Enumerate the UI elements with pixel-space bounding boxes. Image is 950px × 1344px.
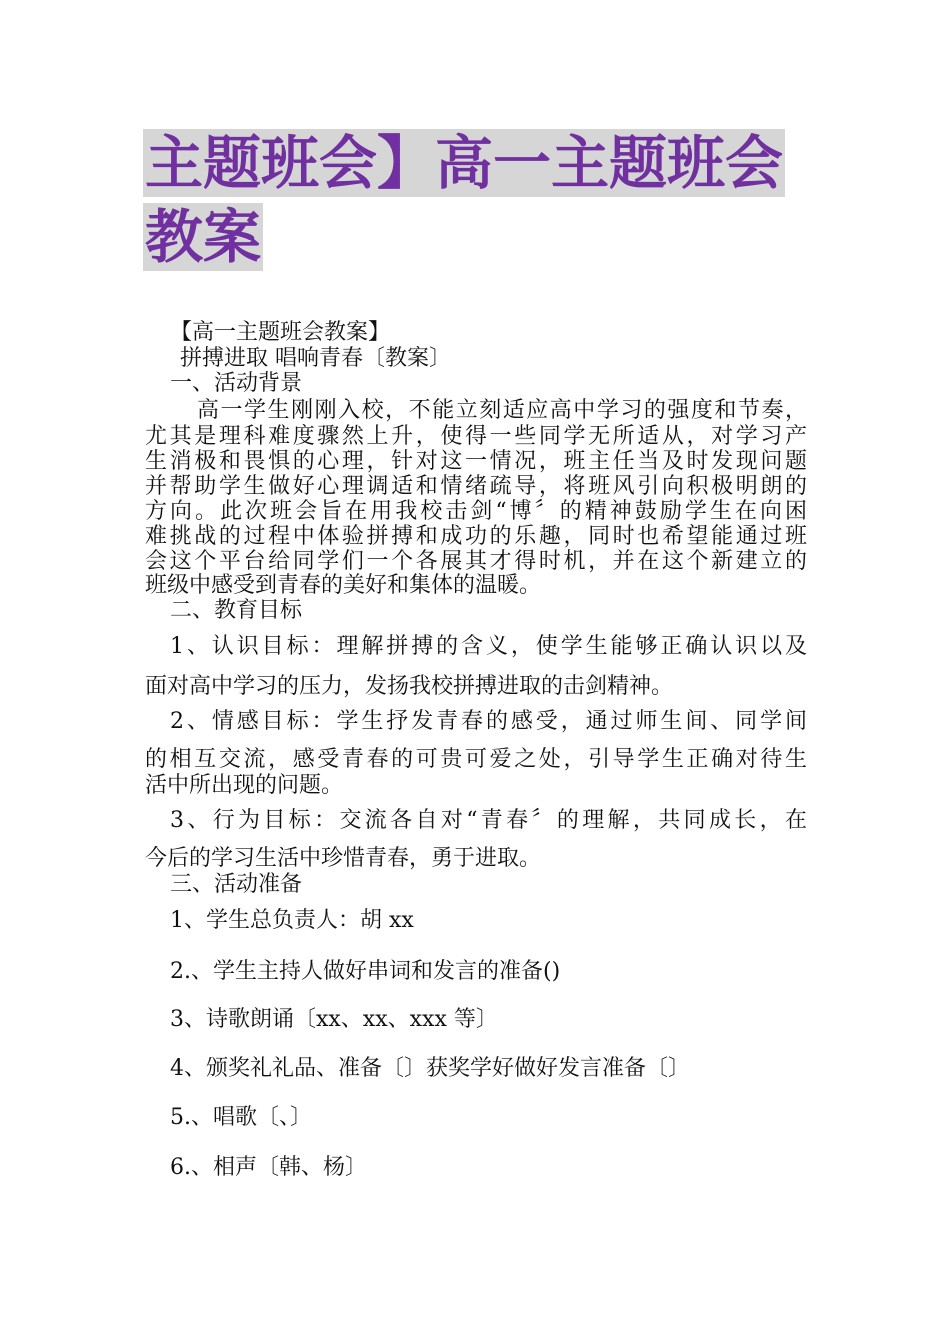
list-item: 6.、相声〔韩、杨〕 (170, 1155, 367, 1180)
goal-line: 面对高中学习的压力，发扬我校拼搏进取的击剑精神。 (145, 674, 674, 699)
document-title-cont (143, 203, 263, 271)
paragraph-line: 难挑战的过程中体验拼搏和成功的乐趣，同时也希望能通过班 (145, 524, 807, 549)
goal-line: 今后的学习生活中珍惜青春，勇于进取。 (145, 846, 542, 871)
list-item: 1、学生总负责人：胡 xx (170, 908, 414, 933)
section-heading: 一、活动背景 (170, 371, 303, 396)
paragraph-line: 生消极和畏惧的心理，针对这一情况，班主任当及时发现问题 (145, 449, 807, 474)
goal-line: 1、认识目标：理解拼搏的含义，使学生能够正确认识以及 (170, 634, 807, 659)
bracket-title: 【高一主题班会教案】 (170, 320, 391, 345)
list-item: 5.、唱歌〔、〕 (170, 1105, 312, 1130)
title-line-2: 教案 (145, 203, 262, 271)
list-item: 4、颁奖礼礼品、准备〔〕获奖学好做好发言准备〔〕 (170, 1056, 690, 1081)
list-item: 3、诗歌朗诵〔xx、xx、xxx 等〕 (170, 1007, 498, 1032)
document-title (143, 129, 785, 197)
paragraph-line: 方向。此次班会旨在用我校击剑“博〞的精神鼓励学生在向困 (145, 499, 807, 524)
goal-line: 3、行为目标：交流各自对“青春〞的理解，共同成长，在 (170, 808, 807, 833)
section-heading: 三、活动准备 (170, 872, 303, 897)
paragraph-line: 并帮助学生做好心理调适和情绪疏导，将班风引向积极明朗的 (145, 474, 807, 499)
section-heading: 二、教育目标 (170, 598, 303, 623)
paragraph-line: 会这个平台给同学们一个各展其才得时机，并在这个新建立的 (145, 549, 807, 574)
paragraph-line: 高一学生刚刚入校，不能立刻适应高中学习的强度和节奏， (197, 398, 807, 423)
goal-line: 活中所出现的问题。 (145, 773, 344, 798)
list-item: 2.、学生主持人做好串词和发言的准备() (170, 959, 561, 984)
goal-line: 2、情感目标：学生抒发青春的感受，通过师生间、同学间 (170, 709, 807, 734)
goal-line: 的相互交流，感受青春的可贵可爱之处，引导学生正确对待生 (145, 747, 807, 772)
title-line-1: 主题班会】高一主题班会 (145, 129, 784, 197)
paragraph-line: 尤其是理科难度骤然上升，使得一些同学无所适从，对学习产 (145, 424, 807, 449)
subtitle: 拼搏进取 唱响青春〔教案〕 (180, 346, 451, 371)
paragraph-line: 班级中感受到青春的美好和集体的温暖。 (145, 573, 542, 598)
